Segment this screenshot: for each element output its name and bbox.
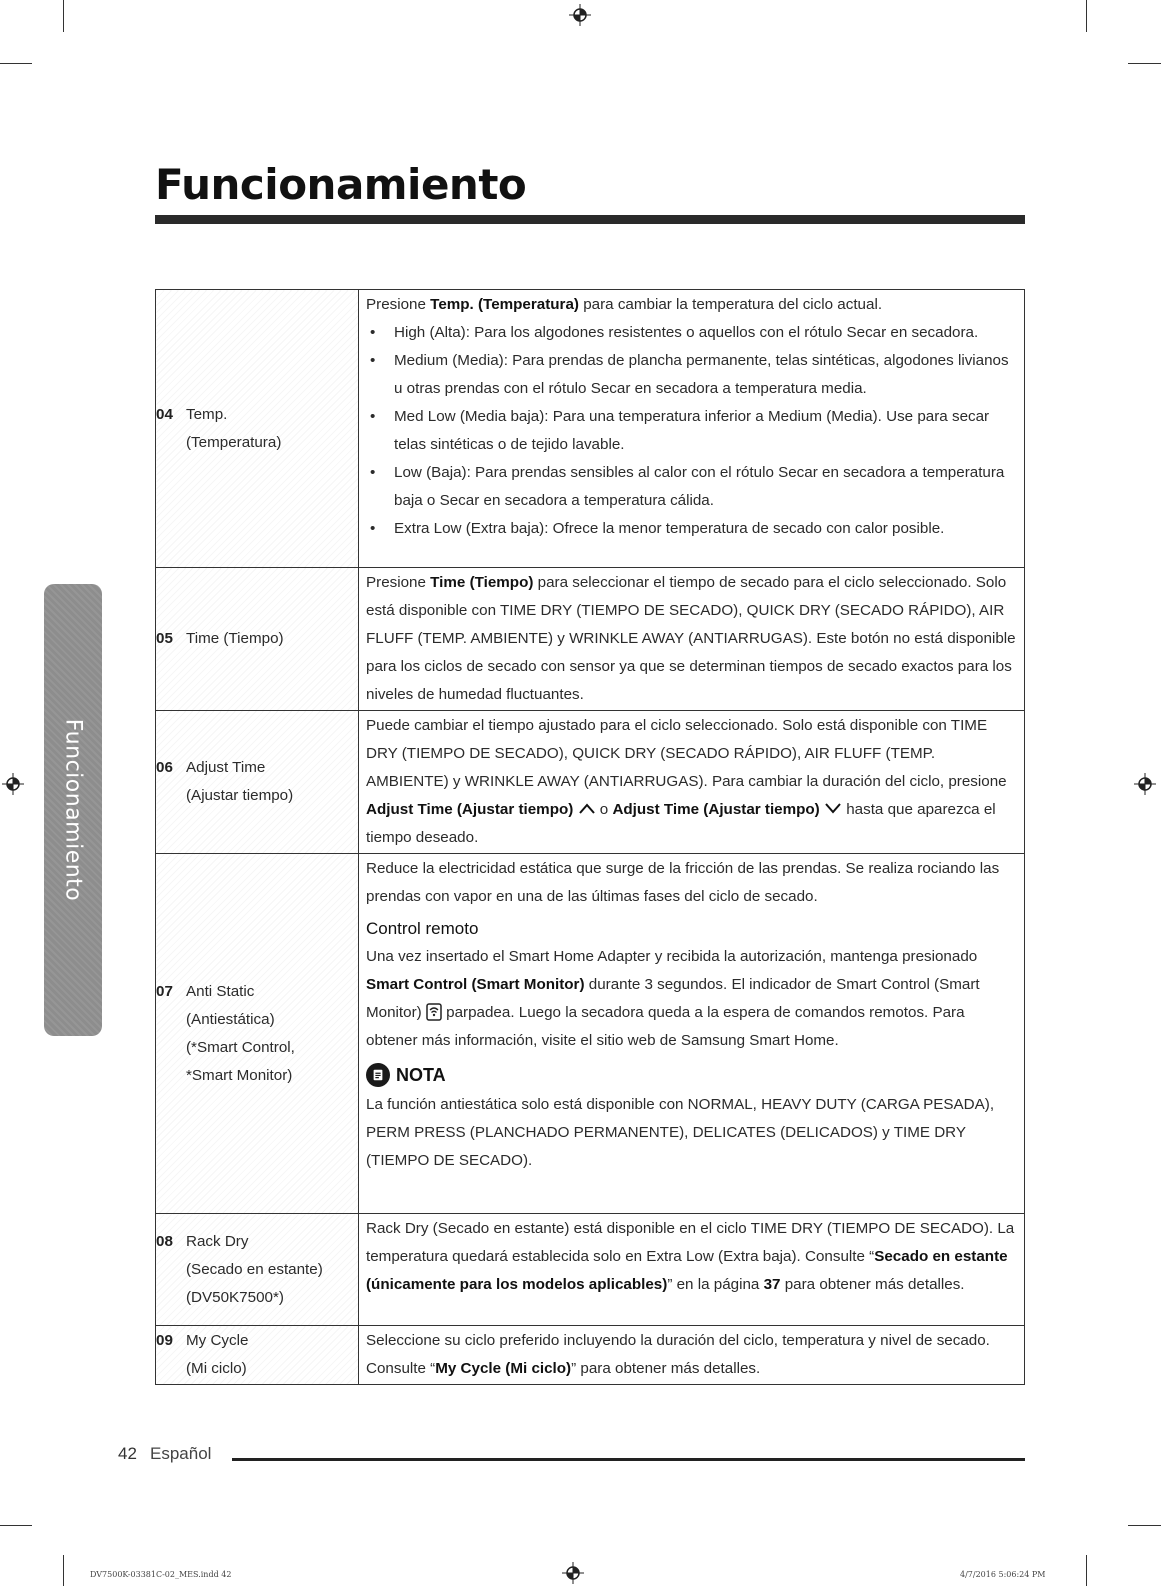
row-label-line: Time (Tiempo) <box>186 630 284 647</box>
row-label <box>156 290 359 568</box>
crop-mark <box>1086 0 1087 32</box>
note-icon <box>366 1063 390 1087</box>
row-label-line: (*Smart Control, <box>186 1038 295 1056</box>
print-slug-timestamp: 4/7/2016 5:06:24 PM <box>960 1570 1046 1579</box>
row-label <box>156 1214 359 1326</box>
crop-mark <box>63 1555 64 1586</box>
side-tab-label: Funcionamiento <box>60 718 86 902</box>
row-label <box>156 854 359 1214</box>
list-item: • Med Low (Media baja): Para una temperatura inferior a Medium (Media). Use para secar telas sintéticas o de tejido lavable. <box>366 403 1018 459</box>
row-number: 06 <box>156 759 173 776</box>
table-row <box>156 854 1025 1214</box>
list-item: • Medium (Media): Para prendas de plancha permanente, telas sintéticas, algodones livianos u otras prendas con el rótulo Secar en secadora a temperatura media. <box>366 347 1018 403</box>
row-label <box>156 1326 359 1385</box>
bullet-list <box>366 319 1018 543</box>
function-table <box>155 289 1025 1385</box>
row-number: 09 <box>156 1332 173 1349</box>
row-label-line: My Cycle <box>186 1332 249 1349</box>
row-label-line: (Mi ciclo) <box>186 1360 247 1377</box>
row-label-line: (Secado en estante) <box>186 1260 323 1278</box>
crop-mark <box>63 0 64 32</box>
list-item: • High (Alta): Para los algodones resistentes o aquellos con el rótulo Secar en secadora. <box>366 319 1018 347</box>
registration-mark-icon <box>1134 773 1156 795</box>
paragraph: Reduce la electricidad estática que surge de la fricción de las prendas. Se realiza rociando las prendas con vapor en una de las últimas fases del ciclo de secado. <box>366 860 1000 905</box>
row-label-line: *Smart Monitor) <box>186 1066 293 1084</box>
registration-mark-icon <box>569 4 591 26</box>
list-item: • Low (Baja): Para prendas sensibles al calor con el rótulo Secar en secadora a temperatura baja o Secar en secadora a temperatura cálida. <box>366 459 1018 515</box>
page-title: Funcionamiento <box>155 160 527 209</box>
row-description: Rack Dry (Secado en estante) está disponible en el ciclo TIME DRY (TIEMPO DE SECADO). La temperatura quedará establecida solo en Extra Low (Extra baja). Consulte “Secado en estante (únicamente para los modelos aplicables)” en la página 37 para obtener más detalles. <box>359 1214 1025 1326</box>
row-number: 04 <box>156 405 173 423</box>
footer-rule <box>232 1458 1025 1461</box>
smart-control-icon <box>426 1003 442 1021</box>
table-row <box>156 1214 1025 1326</box>
table-row <box>156 568 1025 711</box>
row-label-line: (DV50K7500*) <box>186 1288 284 1306</box>
table-row <box>156 711 1025 854</box>
title-rule <box>155 215 1025 224</box>
note-header <box>366 1061 1018 1089</box>
row-label-line: (Antiestática) <box>186 1010 275 1028</box>
note-label: NOTA <box>396 1065 446 1085</box>
list-item: • Extra Low (Extra baja): Ofrece la menor temperatura de secado con calor posible. <box>366 515 1018 543</box>
print-slug-filename: DV7500K-03381C-02_MES.indd 42 <box>90 1570 232 1579</box>
side-tab <box>44 584 102 1036</box>
chevron-down-icon <box>824 802 842 814</box>
row-label-line: Rack Dry <box>186 1232 249 1250</box>
row-label <box>156 711 359 854</box>
row-label-line: (Ajustar tiempo) <box>186 787 294 804</box>
row-number: 08 <box>156 1232 173 1250</box>
registration-mark-icon <box>562 1562 584 1584</box>
paragraph: Una vez insertado el Smart Home Adapter y recibida la autorización, mantenga presionado Smart Control (Smart Monitor) durante 3 segundos. El indicador de Smart Control (Smart Monitor) parpadea. Luego la secadora queda a la espera de comandos remotos. Para obtener más información, visite el sitio web de Samsung Smart Home. <box>366 948 980 1049</box>
registration-mark-icon <box>2 773 24 795</box>
row-label <box>156 568 359 711</box>
row-description <box>359 854 1025 1214</box>
row-description: Presione Time (Tiempo) para seleccionar el tiempo de secado para el ciclo seleccionado. Solo está disponible con TIME DRY (TIEMPO DE SECADO), QUICK DRY (SECADO RÁPIDO), AIR FLUFF (TEMP. AMBIENTE) y WRINKLE AWAY (ANTIARRUGAS). Este botón no está disponible para los ciclos de secado con sensor ya que se determinan tiempos de secado exactos para los niveles de humedad fluctuantes. <box>359 568 1025 711</box>
note-text: La función antiestática solo está disponible con NORMAL, HEAVY DUTY (CARGA PESADA), PERM PRESS (PLANCHADO PERMANENTE), DELICATES (DELICADOS) y TIME DRY (TIEMPO DE SECADO). <box>366 1096 995 1169</box>
crop-mark <box>0 63 32 64</box>
row-description: Seleccione su ciclo preferido incluyendo la duración del ciclo, temperatura y nivel de secado. Consulte “My Cycle (Mi ciclo)” para obtener más detalles. <box>359 1326 1025 1385</box>
row-label-line: (Temperatura) <box>186 433 282 451</box>
row-number: 05 <box>156 630 173 647</box>
crop-mark <box>1128 1525 1161 1526</box>
row-label-line: Adjust Time <box>186 759 266 776</box>
row-intro: Presione Temp. (Temperatura) para cambiar la temperatura del ciclo actual. <box>366 296 883 313</box>
chevron-up-icon <box>578 802 596 814</box>
row-label-line: Anti Static <box>186 982 255 1000</box>
row-label-line: Temp. <box>186 405 228 423</box>
table-row <box>156 1326 1025 1385</box>
row-description: Puede cambiar el tiempo ajustado para el ciclo seleccionado. Solo está disponible con TIME DRY (TIEMPO DE SECADO), QUICK DRY (SECADO RÁPIDO), AIR FLUFF (TEMP. AMBIENTE) y WRINKLE AWAY (ANTIARRUGAS). Para cambiar la duración del ciclo, presione Adjust Time (Ajustar tiempo) o Adjust Time (Ajustar tiempo) hasta que aparezca el tiempo deseado. <box>359 711 1025 854</box>
table-row <box>156 290 1025 568</box>
row-number: 07 <box>156 982 173 1000</box>
footer-language: Español <box>150 1444 212 1463</box>
crop-mark <box>1128 63 1161 64</box>
crop-mark <box>1086 1555 1087 1586</box>
subheading: Control remoto <box>366 919 479 938</box>
page-number: 42 <box>118 1444 137 1463</box>
crop-mark <box>0 1525 32 1526</box>
row-description <box>359 290 1025 568</box>
